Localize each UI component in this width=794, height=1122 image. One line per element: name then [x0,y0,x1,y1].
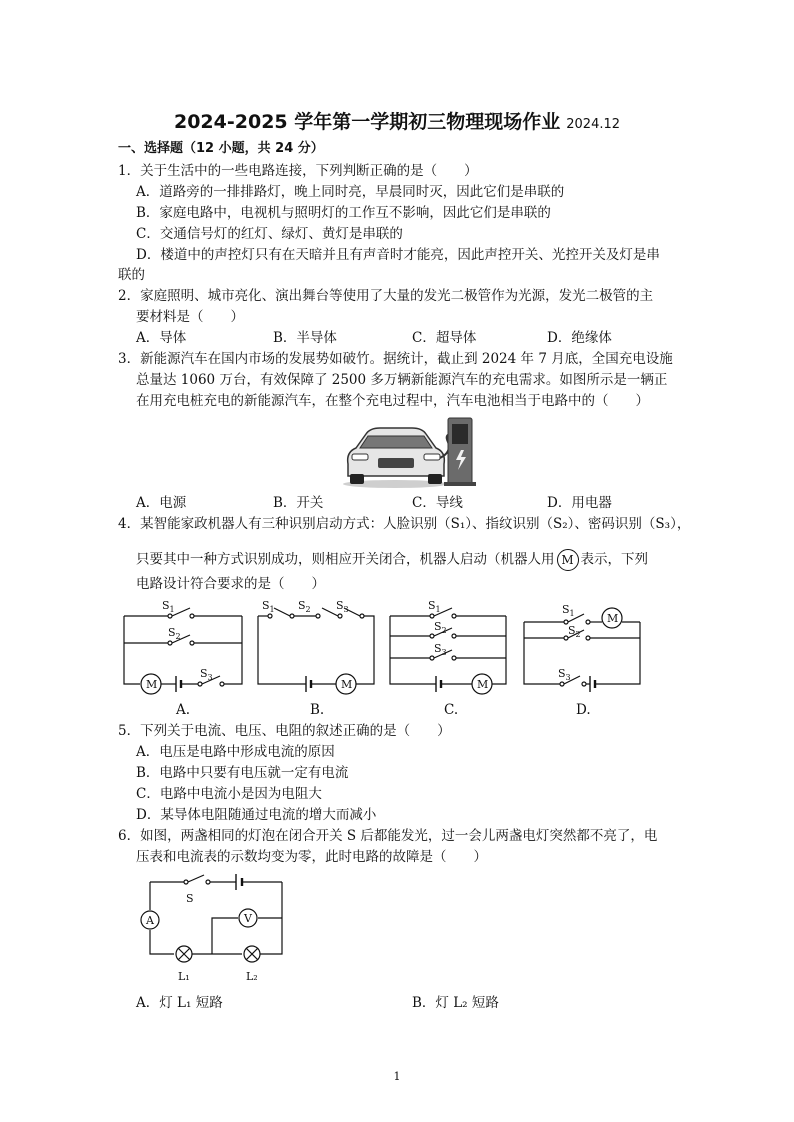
svg-text:M: M [477,678,489,691]
svg-text:S3: $S_3$ [200,667,213,682]
title-date: 2024.12 [566,117,621,132]
circuit-b [258,608,374,694]
motor-symbol-icon: M [557,549,579,571]
q6-label-s: S [186,892,194,905]
svg-text:S2: $S_2$ [168,626,181,641]
ammeter-symbol-icon: A [146,914,154,927]
q4-label-c: C. [444,702,459,718]
q5-option-a: A．电压是电路中形成电流的原因 [136,744,335,760]
q4-circuit-diagrams [118,596,658,698]
svg-text:M: M [607,612,619,625]
q1-option-c: C．交通信号灯的红灯、绿灯、黄灯是串联的 [136,226,403,242]
q5-option-d: D．某导体电阻随通过电流的增大而减小 [136,807,377,823]
q1-option-d-line1: D．楼道中的声控灯只有在天暗并且有声音时才能亮，因此声控开关、光控开关及灯是串 [136,247,660,263]
section-heading: 一、选择题（12 小题，共 24 分） [118,141,324,156]
q4-label-a: A. [176,702,191,718]
q5-option-c: C．电路中电流小是因为电阻大 [136,786,322,802]
q3-option-b: B．开关 [273,495,324,511]
svg-text:S3: $S_3$ [336,599,349,614]
q6-option-a: A．灯 L₁ 短路 [136,995,223,1011]
q6-circuit-diagram [132,870,302,986]
q1-option-a: A．道路旁的一排排路灯，晚上同时亮，早晨同时灭，因此它们是串联的 [136,184,565,200]
svg-text:S1: $S_1$ [262,599,275,614]
q4-label-d: D. [576,702,591,718]
q3-option-a: A．电源 [136,495,187,511]
q6-stem-line1: 6．如图，两盏相同的灯泡在闭合开关 S 后都能发光，过一会儿两盏电灯突然都不亮了，电 [118,828,658,844]
q1-option-b: B．家庭电路中，电视机与照明灯的工作互不影响，因此它们是串联的 [136,205,551,221]
circuit-a [124,608,242,694]
circuit-d [524,608,640,692]
q3-stem-line2: 总量达 1060 万台，有效保障了 2500 多万辆新能源汽车的充电需求。如图所示是一辆正 [136,372,668,388]
svg-text:M: M [146,678,158,691]
q3-option-c: C．导线 [412,495,463,511]
q4-stem-line3: 电路设计符合要求的是（ ） [136,576,325,592]
q4-stem-line1: 4．某智能家政机器人有三种识别启动方式：人脸识别（S₁）、指纹识别（S₂）、密码识别（S₃）， [118,516,691,532]
q2-stem-line2: 要材料是（ ） [136,309,244,325]
svg-text:S3: $S_3$ [434,642,447,657]
q2-option-a: A．导体 [136,330,187,346]
q6-option-b: B．灯 L₂ 短路 [412,995,499,1011]
q3-option-d: D．用电器 [547,495,612,511]
q2-option-c: C．超导体 [412,330,477,346]
q2-stem-line1: 2．家庭照明、城市亮化、演出舞台等使用了大量的发光二极管作为光源，发光二极管的主 [118,288,654,304]
q3-stem-line1: 3．新能源汽车在国内市场的发展势如破竹。据统计，截止到 2024 年 7 月底，全国充电设施 [118,351,673,367]
svg-text:S1: $S_1$ [562,603,575,618]
q6-stem-line2: 压表和电流表的示数均变为零，此时电路的故障是（ ） [136,849,487,865]
q1-stem: 1．关于生活中的一些电路连接，下列判断正确的是（ ） [118,163,478,179]
q2-option-b: B．半导体 [273,330,337,346]
q4-stem-line2-part2: 表示，下列 [580,551,648,568]
svg-text:S2: $S_2$ [298,599,311,614]
page-number: 1 [393,1070,401,1083]
svg-text:S2: $S_2$ [434,620,447,635]
q4-label-b: B. [310,702,325,718]
q2-option-d: D．绝缘体 [547,330,612,346]
q3-stem-line3: 在用充电桩充电的新能源汽车，在整个充电过程中，汽车电池相当于电路中的（ ） [136,393,649,409]
svg-text:S2: $S_2$ [568,624,581,639]
page-title [0,107,794,134]
svg-text:S1: $S_1$ [428,599,441,614]
voltmeter-symbol-icon: V [244,912,252,925]
q4-stem-line2-part1: 只要其中一种方式识别成功，则相应开关闭合，机器人启动（机器人用 [136,551,555,568]
q1-option-d-line2: 联的 [118,267,145,283]
q4-stem-line2 [136,549,648,571]
svg-text:S3: $S_3$ [558,667,571,682]
svg-text:M: M [341,678,353,691]
q5-option-b: B．电路中只要有电压就一定有电流 [136,765,349,781]
title-text: 2024-2025 学年第一学期初三物理现场作业 [173,111,561,133]
q6-label-l1: L₁ [178,970,190,983]
svg-text:S1: $S_1$ [162,599,175,614]
q6-label-l2: L₂ [246,970,258,983]
ev-charging-figure [340,412,480,490]
circuit-c [390,608,506,694]
q5-stem: 5．下列关于电流、电压、电阻的叙述正确的是（ ） [118,723,451,739]
